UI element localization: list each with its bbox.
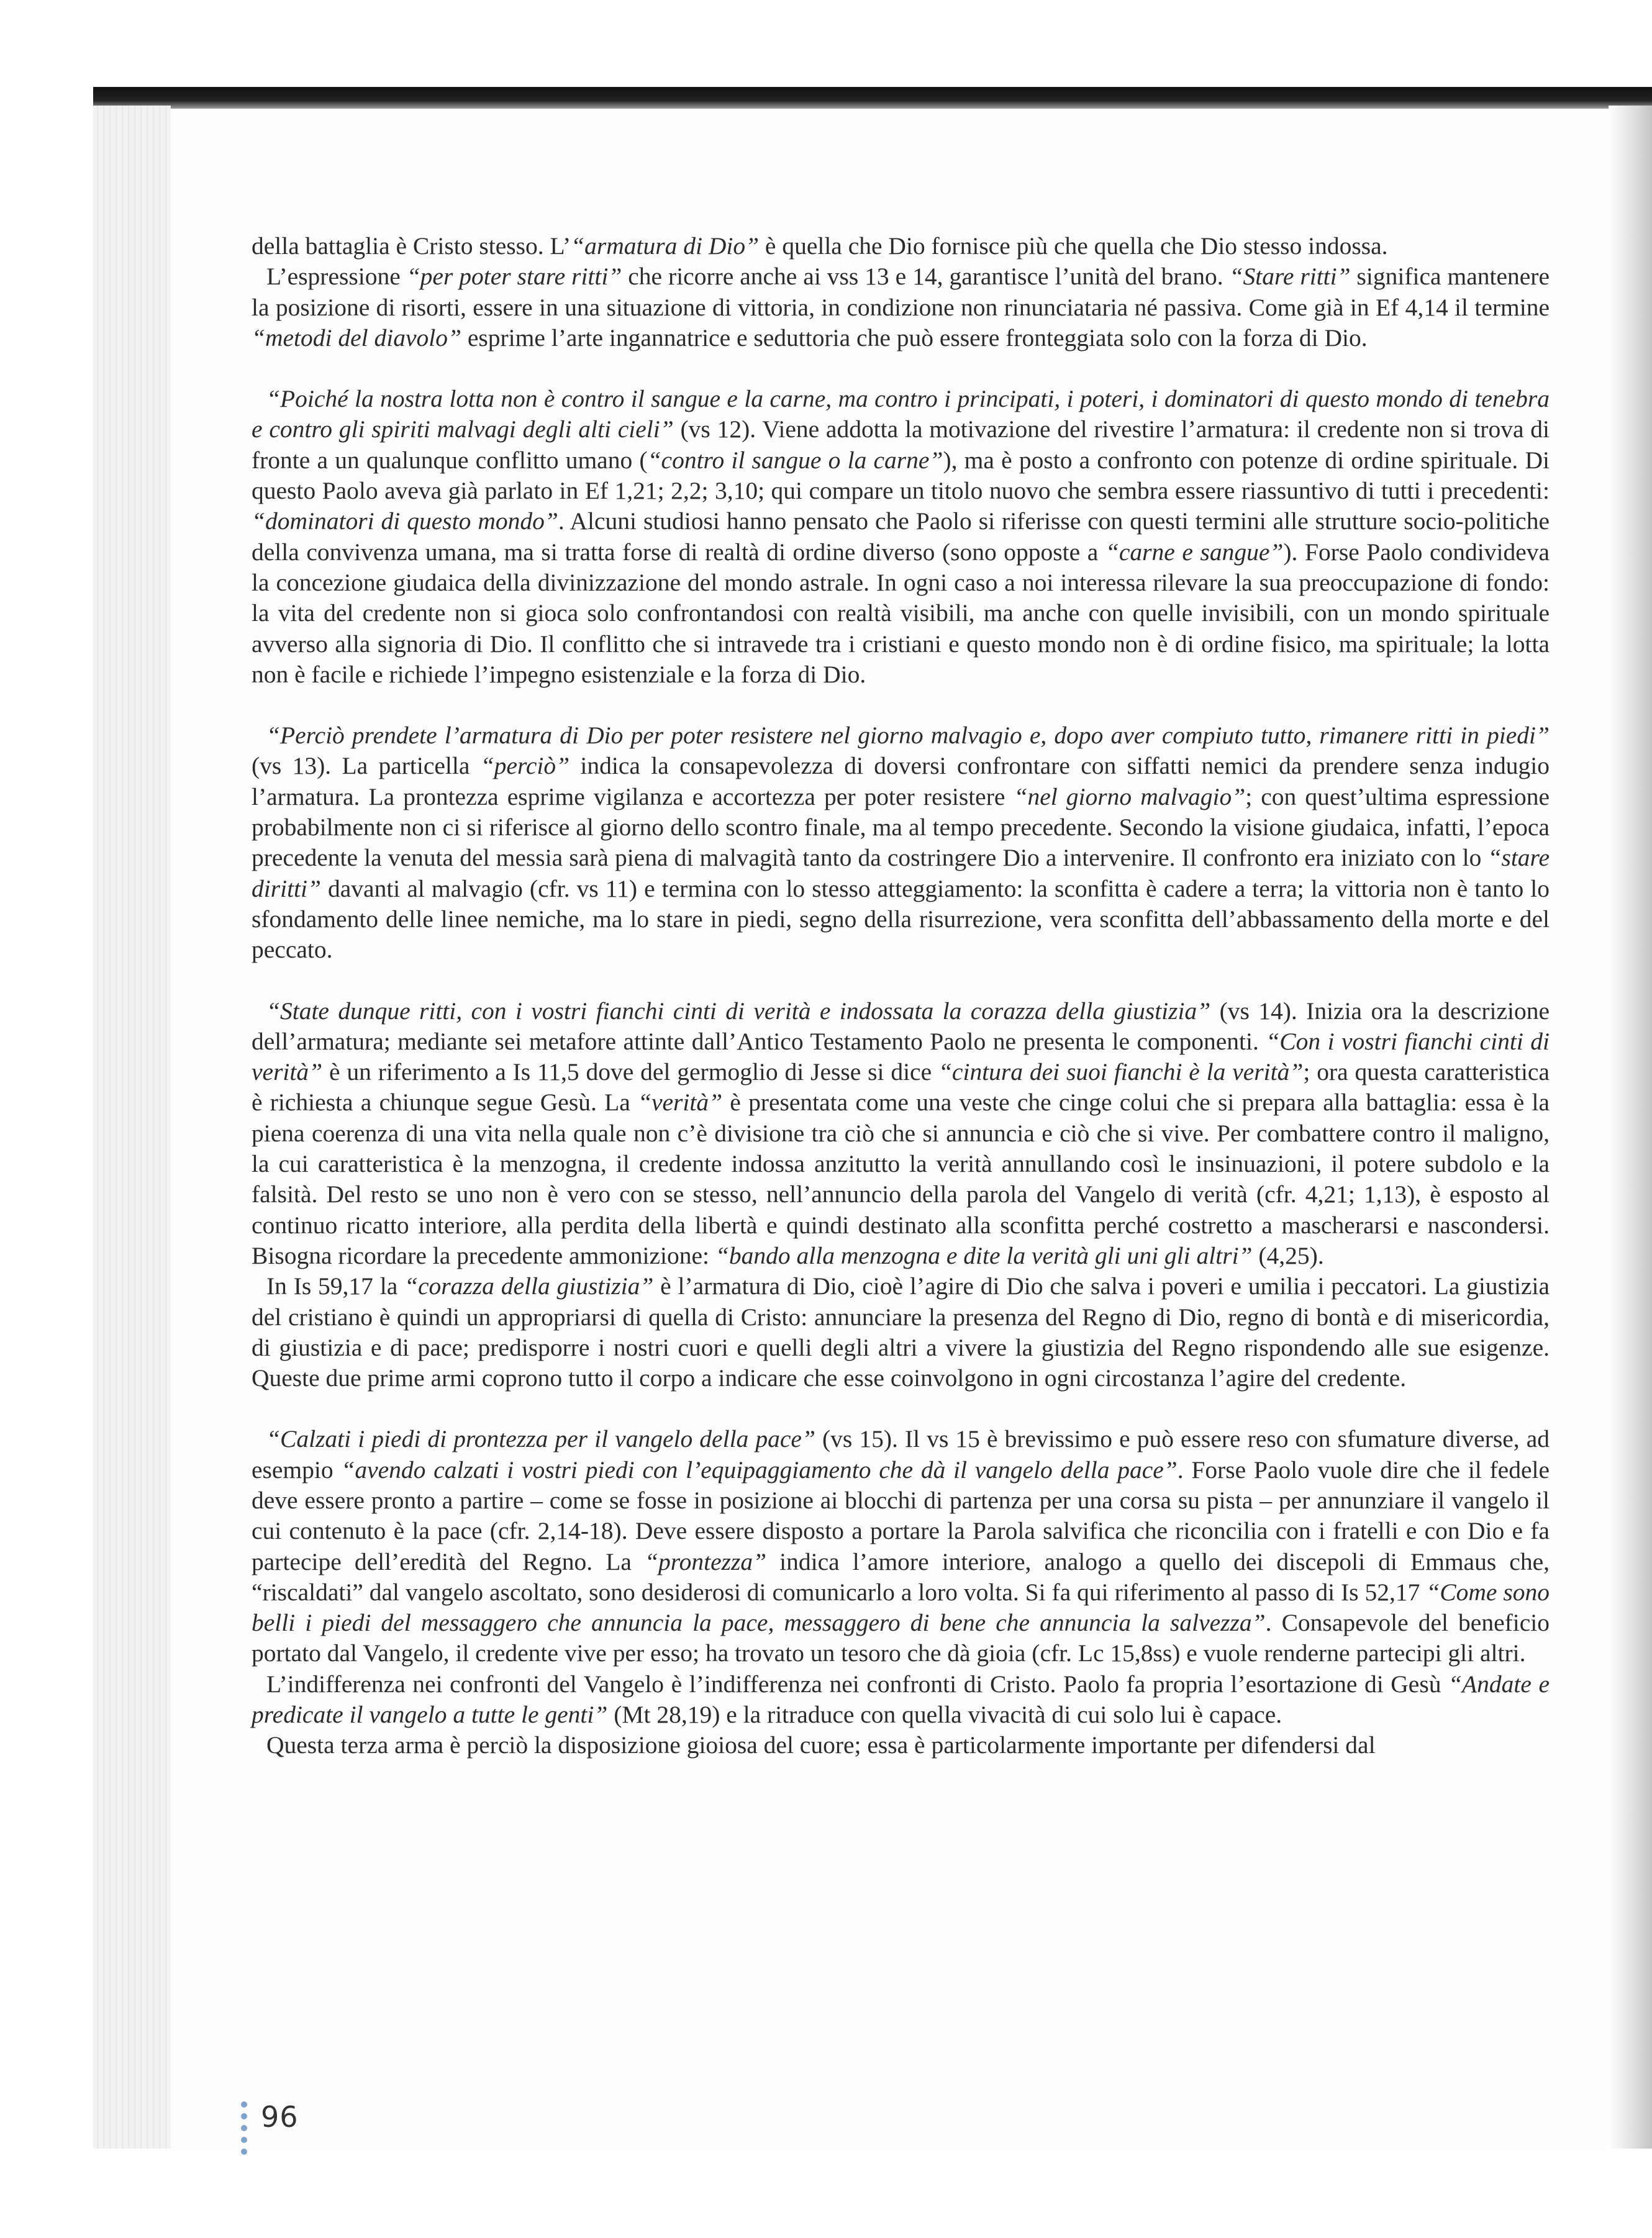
text-run: (vs 15). Il vs 15 è brevissimo e può essere reso con sfumature diverse, ad esempio — [252, 1425, 1550, 1484]
text-run: L’espressione — [266, 263, 407, 291]
text-run: L’indifferenza nei confronti del Vangelo è l’indifferenza nei confronti di Cristo. Paolo fa propria l’esortazione di Gesù — [266, 1670, 1449, 1698]
text-run: è quella che Dio fornisce più che quella che Dio stesso indossa. — [759, 232, 1388, 260]
quotation: “Stare ritti” — [1229, 263, 1351, 291]
text-run: indica l’amore interiore, analogo a quello dei discepoli di Emmaus che, “riscaldati” dal vangelo ascoltato, sono desiderosi di comunicarlo a loro volta. Si fa qui riferimento al passo di Is 52,17 — [252, 1547, 1550, 1606]
text-run: (vs 12). Viene addotta la motivazione del rivestire l’armatura: il credente non si trova di fronte a un qualunque conflitto umano ( — [252, 415, 1550, 474]
quotation: “Con i vostri fianchi cinti di verità” — [252, 1027, 1550, 1086]
quotation: “Come sono belli i piedi del messaggero che annuncia la pace, messaggero di bene che annuncia la salvezza” — [252, 1578, 1550, 1637]
paragraph — [252, 1424, 1550, 1669]
page-number: 96 — [261, 2100, 299, 2134]
quotation: “verità” — [637, 1089, 723, 1117]
text-run: (Mt 28,19) e la ritraduce con quella vivacità di cui solo lui è capace. — [607, 1701, 1282, 1729]
quotation: “bando alla menzogna e dite la verità gli uni gli altri” — [715, 1241, 1253, 1269]
quotation: “corazza della giustizia” — [404, 1272, 654, 1300]
quotation: “avendo calzati i vostri piedi con l’equipaggiamento che dà il vangelo della pace” — [341, 1456, 1178, 1484]
quotation: “State dunque ritti, con i vostri fianchi cinti di verità e indossata la corazza della giustizia” — [266, 997, 1211, 1025]
quotation: “contro il sangue o la carne” — [647, 446, 943, 474]
quotation: “armatura di Dio” — [571, 232, 760, 260]
paragraph — [252, 1669, 1550, 1731]
text-run: (vs 13). La particella — [252, 752, 481, 780]
text-run: è un riferimento a Is 11,5 dove del germoglio di Jesse si dice — [322, 1058, 938, 1086]
book-top-edge-shadow — [93, 87, 1652, 112]
quotation: “perciò” — [480, 752, 570, 780]
text-run: è l’armatura di Dio, cioè l’agire di Dio che salva i poveri e umilia i peccatori. La giustizia del cristiano è quindi un appropriarsi di quella di Cristo: annunciare la presenza del Regno di Dio, regno di bontà e di misericordia, di giustizia e di pace; predisporre i nostri cuori e quelli degli altri a vivere la giustizia del Regno rispondendo alle sue esigenze. Queste due prime armi coprono tutto il corpo a indicare che esse coinvolgono in ogni circostanza l’agire del credente. — [252, 1272, 1550, 1392]
paragraph — [252, 996, 1550, 1272]
quotation: “metodi del diavolo” — [252, 324, 461, 351]
text-run: Questa terza arma è perciò la disposizione gioiosa del cuore; essa è particolarmente importante per difendersi dal — [266, 1731, 1376, 1759]
text-run: ; con quest’ultima espressione probabilmente non ci si riferisce al giorno dello scontro finale, ma al tempo precedente. Secondo la visione giudaica, infatti, l’epoca precedente la venuta del messia sarà piena di malvagità tanto da costringere Dio a intervenire. Il confronto era iniziato con lo — [252, 782, 1550, 872]
body-text — [252, 231, 1550, 1761]
text-run: della battaglia è Cristo stesso. L’ — [252, 232, 571, 260]
text-run: indica la consapevolezza di doversi confrontare con siffatti nemici da prendere senza indugio l’armatura. La prontezza esprime vigilanza e accortezza per poter resistere — [252, 752, 1550, 810]
quotation: “prontezza” — [644, 1547, 767, 1575]
quotation: “stare diritti” — [252, 844, 1550, 902]
paragraph — [252, 1730, 1550, 1760]
paragraph — [252, 1271, 1550, 1393]
quotation: “cintura dei suoi fianchi è la verità” — [938, 1058, 1304, 1086]
text-run: ; ora questa caratteristica è richiesta a chiunque segue Gesù. La — [252, 1058, 1550, 1117]
text-run: . Forse Paolo vuole dire che il fedele deve essere pronto a partire – come se fosse in posizione ai blocchi di partenza per una corsa su pista – per annunziare il vangelo il cui contenuto è la pace (cfr. 2,14-18). Deve essere disposto a portare la Parola salvifica che riconcilia con i fratelli e con Dio e fa partecipe dell’eredità del Regno. La — [252, 1456, 1550, 1575]
text-run: In Is 59,17 la — [266, 1272, 405, 1300]
text-run: ), ma è posto a confronto con potenze di ordine spirituale. Di questo Paolo aveva già parlato in Ef 1,21; 2,2; 3,10; qui compare un titolo nuovo che sembra essere riassuntivo di tutti i precedenti: — [252, 446, 1550, 505]
quotation: “Perciò prendete l’armatura di Dio per poter resistere nel giorno malvagio e, dopo aver compiuto tutto, rimanere ritti in piedi” — [266, 722, 1550, 750]
paragraph — [252, 261, 1550, 353]
paragraph — [252, 231, 1550, 261]
quotation: “Poiché la nostra lotta non è contro il sangue e la carne, ma contro i principati, i poteri, i dominatori di questo mondo di tenebra e contro gli spiriti malvagi degli alti cieli” — [252, 385, 1550, 443]
text-run: esprime l’arte ingannatrice e seduttoria che può essere fronteggiata solo con la forza di Dio. — [461, 324, 1368, 351]
quotation: “per poter stare ritti” — [406, 263, 622, 291]
paragraph — [252, 720, 1550, 965]
book-gutter-shadow — [1609, 106, 1652, 2149]
quotation: “Andate e predicate il vangelo a tutte le genti” — [252, 1670, 1550, 1729]
book-page-edges — [93, 106, 171, 2149]
text-run: davanti al malvagio (cfr. vs 11) e termina con lo stesso atteggiamento: la sconfitta è cadere a terra; la vittoria non è tanto lo sfondamento delle linee nemiche, ma lo stare in piedi, segno della risurrezione, vera sconfitta dell’abbassamento della morte e del peccato. — [252, 874, 1550, 964]
quotation: “dominatori di questo mondo” — [252, 507, 558, 535]
quotation: “nel giorno malvagio” — [1014, 782, 1246, 810]
text-run: significa mantenere la posizione di risorti, essere in una situazione di vittoria, in condizione non rinunciataria né passiva. Come già in Ef 4,14 il termine — [252, 263, 1550, 321]
folio-dots-ornament — [241, 2101, 248, 2160]
text-run: che ricorre anche ai vss 13 e 14, garantisce l’unità del brano. — [622, 263, 1230, 291]
text-run: (4,25). — [1252, 1241, 1324, 1269]
quotation: “carne e sangue” — [1105, 538, 1284, 566]
text-run: . Alcuni studiosi hanno pensato che Paolo si riferisse con questi termini alle strutture socio-politiche della convivenza umana, ma si tratta forse di realtà di ordine diverso (sono opposte a — [252, 507, 1550, 566]
quotation: “Calzati i piedi di prontezza per il vangelo della pace” — [266, 1425, 815, 1453]
text-run: (vs 14). Inizia ora la descrizione dell’armatura; mediante sei metafore attinte dall’Antico Testamento Paolo ne presenta le componenti. — [252, 997, 1550, 1055]
text-run: ). Forse Paolo condivideva la concezione giudaica della divinizzazione del mondo astrale. In ogni caso a noi interessa rilevare la sua preoccupazione di fondo: la vita del credente non si gioca solo confrontandosi con realtà visibili, ma anche con quelle invisibili, con un mondo spirituale avverso alla signoria di Dio. Il conflitto che si intravede tra i cristiani e questo mondo non è di ordine fisico, ma spirituale; la lotta non è facile e richiede l’impegno esistenziale e la forza di Dio. — [252, 538, 1550, 688]
text-run: è presentata come una veste che cinge colui che si prepara alla battaglia: essa è la piena coerenza di una vita nella quale non c’è divisione tra ciò che si annuncia e ciò che si vive. Per combattere contro il maligno, la cui caratteristica è la menzogna, il credente indossa anzitutto la verità annullando così le insinuazioni, il potere subdolo e la falsità. Del resto se uno non è vero con se stesso, nell’annuncio della parola del Vangelo di verità (cfr. 4,21; 1,13), è esposto al continuo ricatto interiore, alla perdita della libertà e quindi destinato alla sconfitta perché costretto a mascherarsi e nascondersi. Bisogna ricordare la precedente ammonizione: — [252, 1089, 1550, 1269]
text-run: . Consapevole del beneficio portato dal Vangelo, il credente vive per esso; ha trovato un tesoro che dà gioia (cfr. Lc 15,8ss) e vuole renderne partecipi gli altri. — [252, 1609, 1550, 1667]
paragraph — [252, 384, 1550, 690]
